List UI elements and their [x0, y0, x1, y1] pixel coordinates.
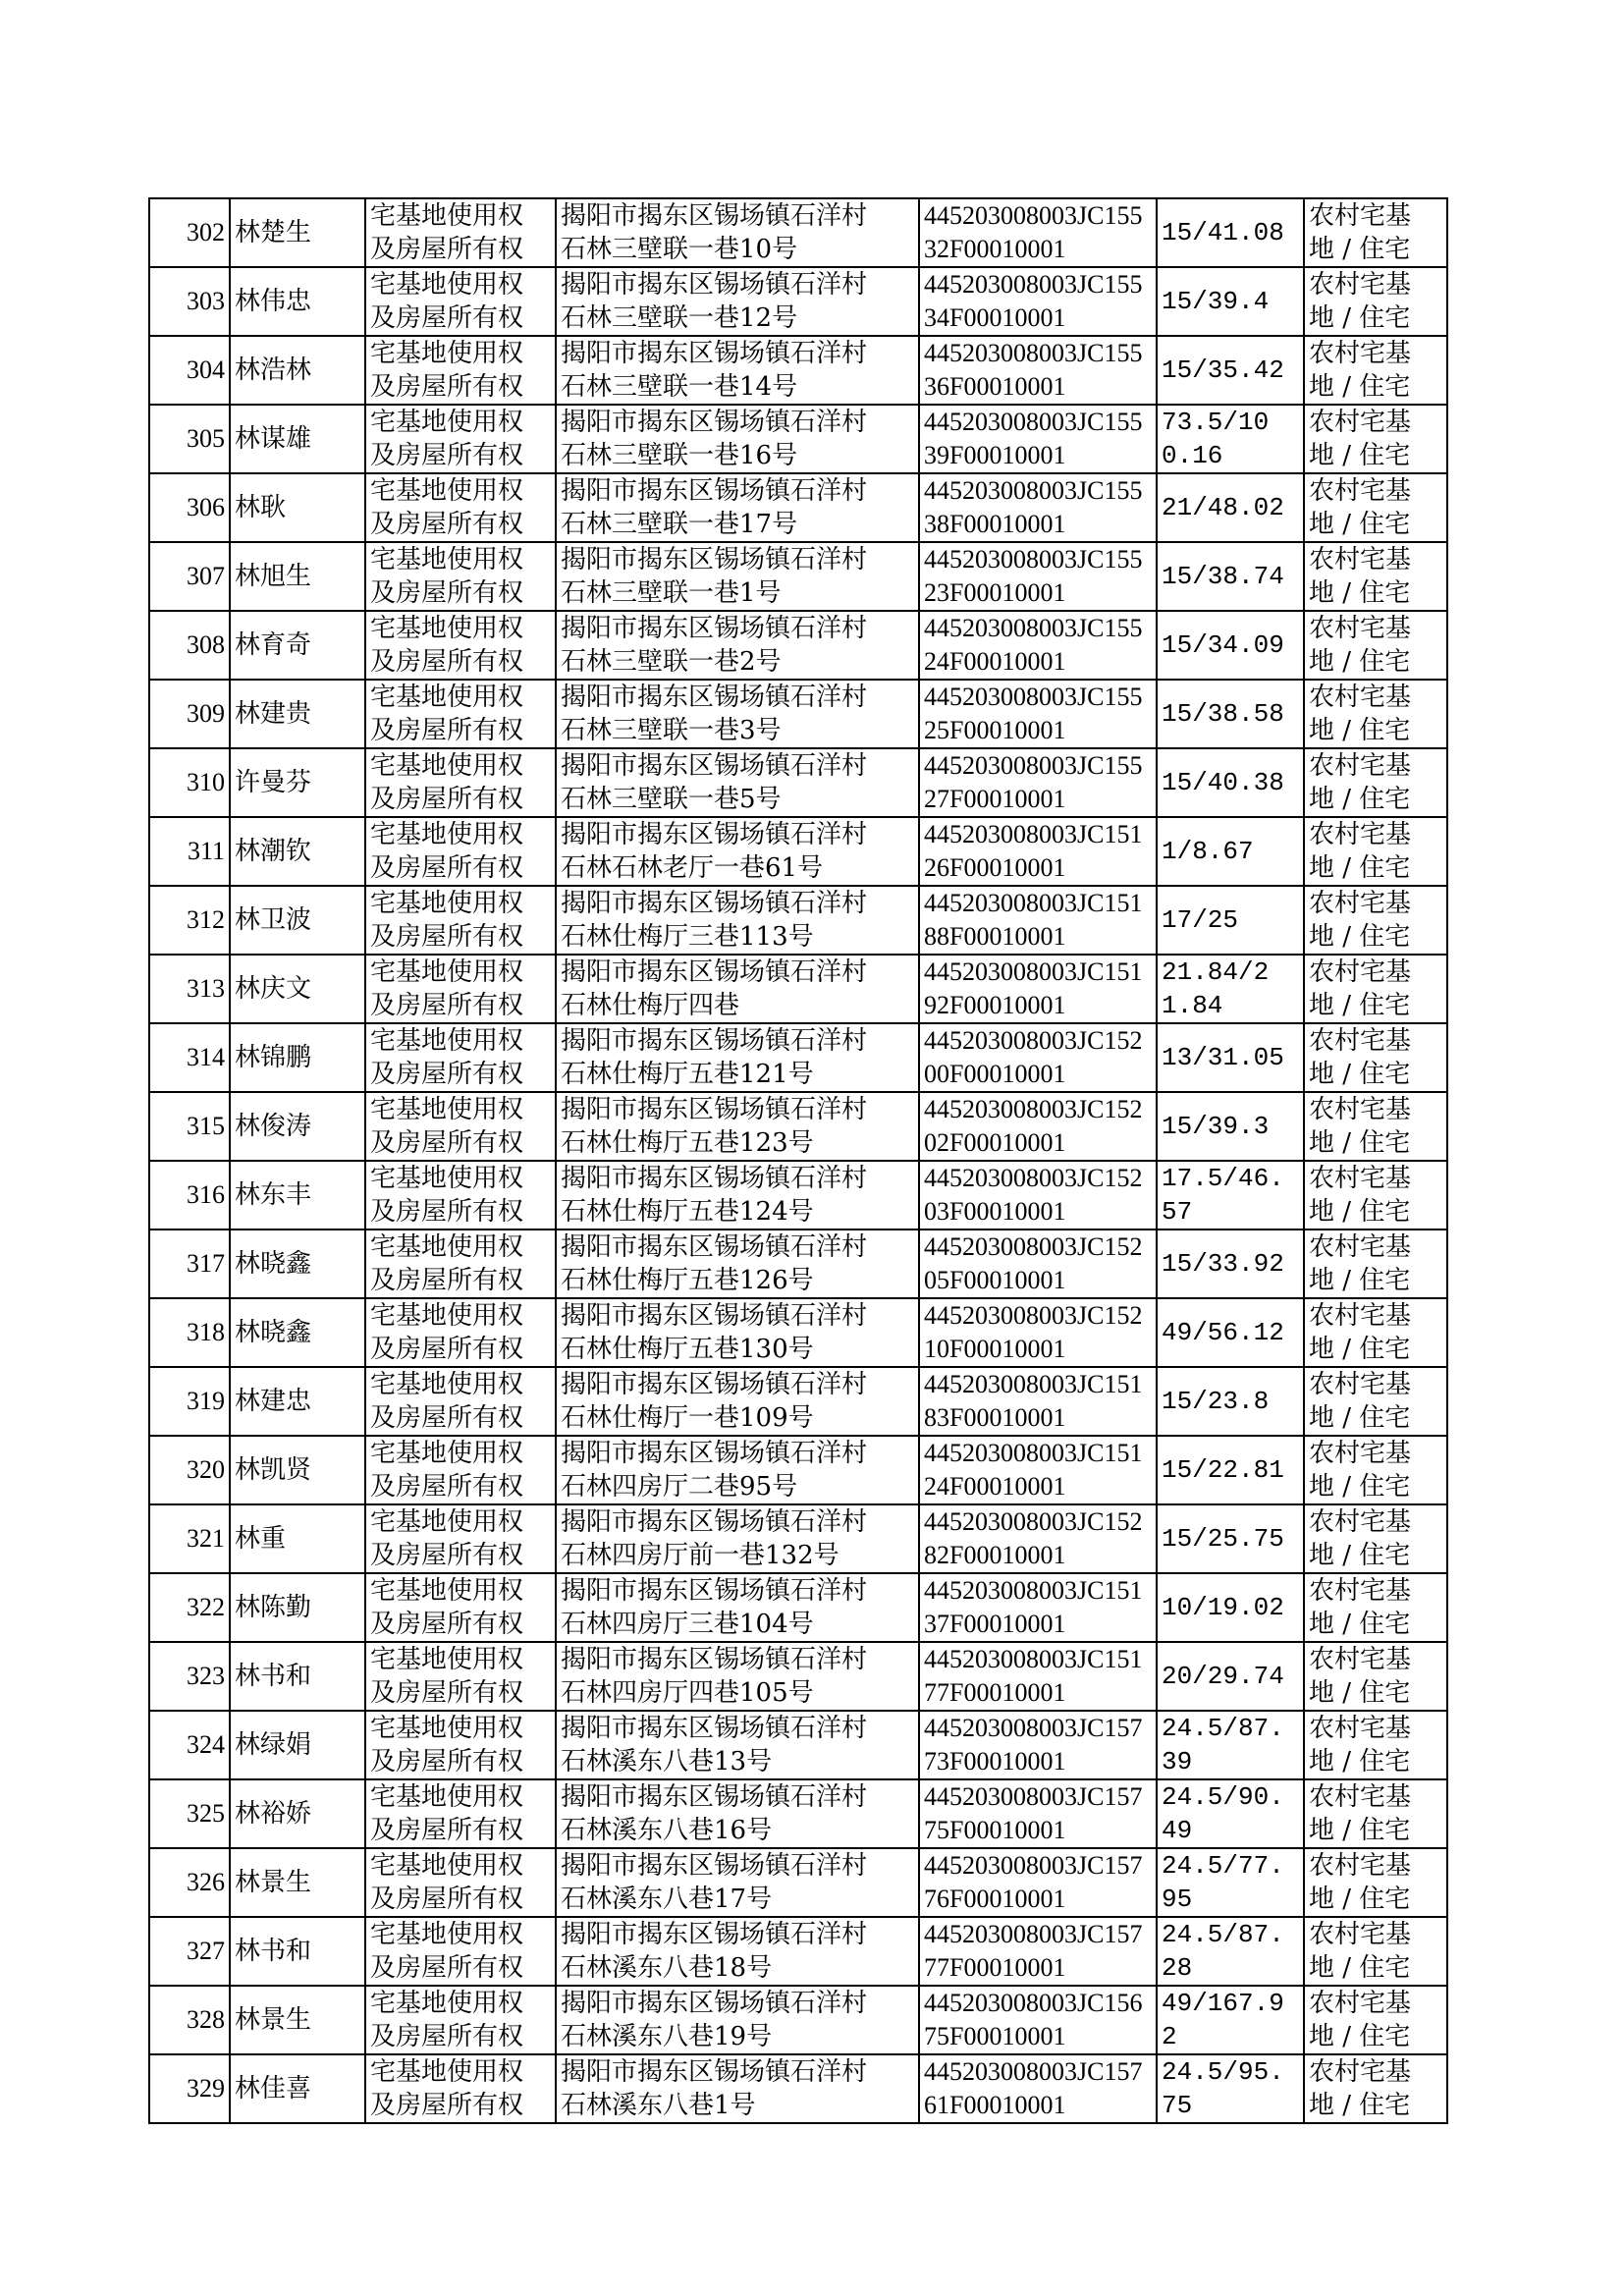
row-number-cell: 310	[149, 748, 230, 817]
row-number-cell: 312	[149, 886, 230, 955]
land-use-cell: 农村宅基 地 / 住宅	[1304, 680, 1447, 748]
address-cell: 揭阳市揭东区锡场镇石洋村 石林三壁联一巷3号	[556, 680, 919, 748]
parcel-number-cell: 445203008003JC15777F00010001	[919, 1917, 1157, 1986]
table-row	[149, 748, 1447, 817]
table-row	[149, 1092, 1447, 1161]
address-cell: 揭阳市揭东区锡场镇石洋村 石林三壁联一巷1号	[556, 542, 919, 611]
right-type-cell: 宅基地使用权 及房屋所有权	[365, 2054, 556, 2123]
parcel-number-cell: 445203008003JC15205F00010001	[919, 1229, 1157, 1298]
address-cell: 揭阳市揭东区锡场镇石洋村 石林三壁联一巷17号	[556, 473, 919, 542]
land-use-cell: 农村宅基 地 / 住宅	[1304, 336, 1447, 405]
right-type-cell: 宅基地使用权 及房屋所有权	[365, 611, 556, 680]
owner-name-cell: 林旭生	[230, 542, 365, 611]
right-type-cell: 宅基地使用权 及房屋所有权	[365, 1711, 556, 1779]
right-type-cell: 宅基地使用权 及房屋所有权	[365, 1229, 556, 1298]
land-use-cell: 农村宅基 地 / 住宅	[1304, 1848, 1447, 1917]
parcel-number-cell: 445203008003JC15200F00010001	[919, 1023, 1157, 1092]
address-cell: 揭阳市揭东区锡场镇石洋村 石林溪东八巷17号	[556, 1848, 919, 1917]
land-use-cell: 农村宅基 地 / 住宅	[1304, 611, 1447, 680]
owner-name-cell: 林书和	[230, 1642, 365, 1711]
parcel-number-cell: 445203008003JC15124F00010001	[919, 1436, 1157, 1504]
right-type-cell: 宅基地使用权 及房屋所有权	[365, 748, 556, 817]
owner-name-cell: 林浩林	[230, 336, 365, 405]
table-row	[149, 611, 1447, 680]
owner-name-cell: 林锦鹏	[230, 1023, 365, 1092]
table-row	[149, 542, 1447, 611]
right-type-cell: 宅基地使用权 及房屋所有权	[365, 1573, 556, 1642]
right-type-cell: 宅基地使用权 及房屋所有权	[365, 1436, 556, 1504]
row-number-cell: 309	[149, 680, 230, 748]
table-row	[149, 1298, 1447, 1367]
row-number-cell: 323	[149, 1642, 230, 1711]
table-row	[149, 680, 1447, 748]
land-use-cell: 农村宅基 地 / 住宅	[1304, 1779, 1447, 1848]
area-cell: 15/38.58	[1157, 680, 1304, 748]
land-use-cell: 农村宅基 地 / 住宅	[1304, 1367, 1447, 1436]
owner-name-cell: 林育奇	[230, 611, 365, 680]
right-type-cell: 宅基地使用权 及房屋所有权	[365, 1779, 556, 1848]
land-use-cell: 农村宅基 地 / 住宅	[1304, 1092, 1447, 1161]
table-row	[149, 267, 1447, 336]
address-cell: 揭阳市揭东区锡场镇石洋村 石林仕梅厅五巷130号	[556, 1298, 919, 1367]
land-use-cell: 农村宅基 地 / 住宅	[1304, 1298, 1447, 1367]
row-number-cell: 307	[149, 542, 230, 611]
land-use-cell: 农村宅基 地 / 住宅	[1304, 955, 1447, 1023]
row-number-cell: 317	[149, 1229, 230, 1298]
right-type-cell: 宅基地使用权 及房屋所有权	[365, 405, 556, 473]
parcel-number-cell: 445203008003JC15761F00010001	[919, 2054, 1157, 2123]
area-cell: 15/35.42	[1157, 336, 1304, 405]
address-cell: 揭阳市揭东区锡场镇石洋村 石林仕梅厅五巷123号	[556, 1092, 919, 1161]
table-row	[149, 473, 1447, 542]
row-number-cell: 318	[149, 1298, 230, 1367]
parcel-number-cell: 445203008003JC15539F00010001	[919, 405, 1157, 473]
row-number-cell: 329	[149, 2054, 230, 2123]
area-cell: 1/8.67	[1157, 817, 1304, 886]
row-number-cell: 328	[149, 1986, 230, 2054]
table-row	[149, 1573, 1447, 1642]
table-row	[149, 1711, 1447, 1779]
table-row	[149, 2054, 1447, 2123]
table-row	[149, 405, 1447, 473]
table-row	[149, 1504, 1447, 1573]
area-cell: 24.5/87.39	[1157, 1711, 1304, 1779]
area-cell: 13/31.05	[1157, 1023, 1304, 1092]
row-number-cell: 304	[149, 336, 230, 405]
land-use-cell: 农村宅基 地 / 住宅	[1304, 473, 1447, 542]
parcel-number-cell: 445203008003JC15538F00010001	[919, 473, 1157, 542]
owner-name-cell: 林凯贤	[230, 1436, 365, 1504]
table-row	[149, 336, 1447, 405]
owner-name-cell: 许曼芬	[230, 748, 365, 817]
area-cell: 15/33.92	[1157, 1229, 1304, 1298]
parcel-number-cell: 445203008003JC15137F00010001	[919, 1573, 1157, 1642]
address-cell: 揭阳市揭东区锡场镇石洋村 石林仕梅厅三巷113号	[556, 886, 919, 955]
land-use-cell: 农村宅基 地 / 住宅	[1304, 2054, 1447, 2123]
row-number-cell: 327	[149, 1917, 230, 1986]
right-type-cell: 宅基地使用权 及房屋所有权	[365, 955, 556, 1023]
table-row	[149, 198, 1447, 267]
right-type-cell: 宅基地使用权 及房屋所有权	[365, 1642, 556, 1711]
row-number-cell: 308	[149, 611, 230, 680]
row-number-cell: 322	[149, 1573, 230, 1642]
area-cell: 24.5/90.49	[1157, 1779, 1304, 1848]
land-use-cell: 农村宅基 地 / 住宅	[1304, 1436, 1447, 1504]
land-use-cell: 农村宅基 地 / 住宅	[1304, 748, 1447, 817]
parcel-number-cell: 445203008003JC15776F00010001	[919, 1848, 1157, 1917]
area-cell: 15/40.38	[1157, 748, 1304, 817]
land-use-cell: 农村宅基 地 / 住宅	[1304, 1917, 1447, 1986]
parcel-number-cell: 445203008003JC15534F00010001	[919, 267, 1157, 336]
address-cell: 揭阳市揭东区锡场镇石洋村 石林仕梅厅四巷	[556, 955, 919, 1023]
parcel-number-cell: 445203008003JC15524F00010001	[919, 611, 1157, 680]
parcel-number-cell: 445203008003JC15126F00010001	[919, 817, 1157, 886]
parcel-number-cell: 445203008003JC15210F00010001	[919, 1298, 1157, 1367]
address-cell: 揭阳市揭东区锡场镇石洋村 石林溪东八巷13号	[556, 1711, 919, 1779]
row-number-cell: 321	[149, 1504, 230, 1573]
owner-name-cell: 林卫波	[230, 886, 365, 955]
area-cell: 15/39.4	[1157, 267, 1304, 336]
area-cell: 49/56.12	[1157, 1298, 1304, 1367]
address-cell: 揭阳市揭东区锡场镇石洋村 石林仕梅厅一巷109号	[556, 1367, 919, 1436]
land-use-cell: 农村宅基 地 / 住宅	[1304, 1642, 1447, 1711]
parcel-number-cell: 445203008003JC15188F00010001	[919, 886, 1157, 955]
area-cell: 15/41.08	[1157, 198, 1304, 267]
owner-name-cell: 林潮钦	[230, 817, 365, 886]
right-type-cell: 宅基地使用权 及房屋所有权	[365, 817, 556, 886]
area-cell: 15/22.81	[1157, 1436, 1304, 1504]
right-type-cell: 宅基地使用权 及房屋所有权	[365, 1504, 556, 1573]
row-number-cell: 320	[149, 1436, 230, 1504]
owner-name-cell: 林晓鑫	[230, 1298, 365, 1367]
parcel-number-cell: 445203008003JC15202F00010001	[919, 1092, 1157, 1161]
table-row	[149, 1848, 1447, 1917]
right-type-cell: 宅基地使用权 及房屋所有权	[365, 198, 556, 267]
owner-name-cell: 林佳喜	[230, 2054, 365, 2123]
address-cell: 揭阳市揭东区锡场镇石洋村 石林溪东八巷19号	[556, 1986, 919, 2054]
row-number-cell: 302	[149, 198, 230, 267]
table-row	[149, 1779, 1447, 1848]
owner-name-cell: 林耿	[230, 473, 365, 542]
area-cell: 15/38.74	[1157, 542, 1304, 611]
row-number-cell: 313	[149, 955, 230, 1023]
owner-name-cell: 林景生	[230, 1986, 365, 2054]
land-use-cell: 农村宅基 地 / 住宅	[1304, 886, 1447, 955]
table-row	[149, 1367, 1447, 1436]
area-cell: 15/39.3	[1157, 1092, 1304, 1161]
owner-name-cell: 林伟忠	[230, 267, 365, 336]
table-row	[149, 1161, 1447, 1229]
address-cell: 揭阳市揭东区锡场镇石洋村 石林四房厅前一巷132号	[556, 1504, 919, 1573]
parcel-number-cell: 445203008003JC15773F00010001	[919, 1711, 1157, 1779]
owner-name-cell: 林楚生	[230, 198, 365, 267]
parcel-number-cell: 445203008003JC15525F00010001	[919, 680, 1157, 748]
address-cell: 揭阳市揭东区锡场镇石洋村 石林溪东八巷16号	[556, 1779, 919, 1848]
area-cell: 24.5/95.75	[1157, 2054, 1304, 2123]
right-type-cell: 宅基地使用权 及房屋所有权	[365, 886, 556, 955]
area-cell: 49/167.92	[1157, 1986, 1304, 2054]
owner-name-cell: 林建忠	[230, 1367, 365, 1436]
table-row	[149, 1917, 1447, 1986]
address-cell: 揭阳市揭东区锡场镇石洋村 石林石林老厅一巷61号	[556, 817, 919, 886]
row-number-cell: 325	[149, 1779, 230, 1848]
land-use-cell: 农村宅基 地 / 住宅	[1304, 405, 1447, 473]
parcel-number-cell: 445203008003JC15177F00010001	[919, 1642, 1157, 1711]
area-cell: 17/25	[1157, 886, 1304, 955]
table-row	[149, 1229, 1447, 1298]
owner-name-cell: 林东丰	[230, 1161, 365, 1229]
right-type-cell: 宅基地使用权 及房屋所有权	[365, 680, 556, 748]
address-cell: 揭阳市揭东区锡场镇石洋村 石林溪东八巷1号	[556, 2054, 919, 2123]
area-cell: 15/23.8	[1157, 1367, 1304, 1436]
area-cell: 21.84/21.84	[1157, 955, 1304, 1023]
right-type-cell: 宅基地使用权 及房屋所有权	[365, 1298, 556, 1367]
owner-name-cell: 林谋雄	[230, 405, 365, 473]
parcel-number-cell: 445203008003JC15523F00010001	[919, 542, 1157, 611]
row-number-cell: 316	[149, 1161, 230, 1229]
area-cell: 24.5/77.95	[1157, 1848, 1304, 1917]
right-type-cell: 宅基地使用权 及房屋所有权	[365, 1848, 556, 1917]
row-number-cell: 306	[149, 473, 230, 542]
address-cell: 揭阳市揭东区锡场镇石洋村 石林三壁联一巷5号	[556, 748, 919, 817]
table-row	[149, 817, 1447, 886]
owner-name-cell: 林晓鑫	[230, 1229, 365, 1298]
table-body	[149, 198, 1447, 2123]
area-cell: 24.5/87.28	[1157, 1917, 1304, 1986]
land-use-cell: 农村宅基 地 / 住宅	[1304, 542, 1447, 611]
row-number-cell: 324	[149, 1711, 230, 1779]
right-type-cell: 宅基地使用权 及房屋所有权	[365, 1986, 556, 2054]
address-cell: 揭阳市揭东区锡场镇石洋村 石林溪东八巷18号	[556, 1917, 919, 1986]
right-type-cell: 宅基地使用权 及房屋所有权	[365, 1092, 556, 1161]
land-use-cell: 农村宅基 地 / 住宅	[1304, 1711, 1447, 1779]
right-type-cell: 宅基地使用权 及房屋所有权	[365, 1367, 556, 1436]
row-number-cell: 314	[149, 1023, 230, 1092]
parcel-number-cell: 445203008003JC15536F00010001	[919, 336, 1157, 405]
address-cell: 揭阳市揭东区锡场镇石洋村 石林仕梅厅五巷126号	[556, 1229, 919, 1298]
table-row	[149, 1642, 1447, 1711]
address-cell: 揭阳市揭东区锡场镇石洋村 石林四房厅四巷105号	[556, 1642, 919, 1711]
land-use-cell: 农村宅基 地 / 住宅	[1304, 1161, 1447, 1229]
land-use-cell: 农村宅基 地 / 住宅	[1304, 1023, 1447, 1092]
table-row	[149, 1023, 1447, 1092]
land-use-cell: 农村宅基 地 / 住宅	[1304, 1229, 1447, 1298]
right-type-cell: 宅基地使用权 及房屋所有权	[365, 542, 556, 611]
area-cell: 15/34.09	[1157, 611, 1304, 680]
parcel-number-cell: 445203008003JC15527F00010001	[919, 748, 1157, 817]
owner-name-cell: 林裕娇	[230, 1779, 365, 1848]
row-number-cell: 303	[149, 267, 230, 336]
land-use-cell: 农村宅基 地 / 住宅	[1304, 198, 1447, 267]
area-cell: 73.5/100.16	[1157, 405, 1304, 473]
row-number-cell: 315	[149, 1092, 230, 1161]
right-type-cell: 宅基地使用权 及房屋所有权	[365, 267, 556, 336]
owner-name-cell: 林书和	[230, 1917, 365, 1986]
table-row	[149, 1986, 1447, 2054]
area-cell: 10/19.02	[1157, 1573, 1304, 1642]
land-use-cell: 农村宅基 地 / 住宅	[1304, 817, 1447, 886]
table-row	[149, 1436, 1447, 1504]
property-registry-table	[148, 197, 1448, 2124]
parcel-number-cell: 445203008003JC15675F00010001	[919, 1986, 1157, 2054]
parcel-number-cell: 445203008003JC15775F00010001	[919, 1779, 1157, 1848]
row-number-cell: 305	[149, 405, 230, 473]
land-use-cell: 农村宅基 地 / 住宅	[1304, 1573, 1447, 1642]
owner-name-cell: 林建贵	[230, 680, 365, 748]
owner-name-cell: 林庆文	[230, 955, 365, 1023]
owner-name-cell: 林俊涛	[230, 1092, 365, 1161]
address-cell: 揭阳市揭东区锡场镇石洋村 石林三壁联一巷16号	[556, 405, 919, 473]
land-use-cell: 农村宅基 地 / 住宅	[1304, 1504, 1447, 1573]
area-cell: 21/48.02	[1157, 473, 1304, 542]
row-number-cell: 326	[149, 1848, 230, 1917]
row-number-cell: 319	[149, 1367, 230, 1436]
right-type-cell: 宅基地使用权 及房屋所有权	[365, 1917, 556, 1986]
parcel-number-cell: 445203008003JC15203F00010001	[919, 1161, 1157, 1229]
table-row	[149, 955, 1447, 1023]
address-cell: 揭阳市揭东区锡场镇石洋村 石林仕梅厅五巷124号	[556, 1161, 919, 1229]
address-cell: 揭阳市揭东区锡场镇石洋村 石林三壁联一巷12号	[556, 267, 919, 336]
right-type-cell: 宅基地使用权 及房屋所有权	[365, 336, 556, 405]
right-type-cell: 宅基地使用权 及房屋所有权	[365, 1161, 556, 1229]
row-number-cell: 311	[149, 817, 230, 886]
parcel-number-cell: 445203008003JC15192F00010001	[919, 955, 1157, 1023]
owner-name-cell: 林景生	[230, 1848, 365, 1917]
area-cell: 17.5/46.57	[1157, 1161, 1304, 1229]
parcel-number-cell: 445203008003JC15183F00010001	[919, 1367, 1157, 1436]
parcel-number-cell: 445203008003JC15282F00010001	[919, 1504, 1157, 1573]
area-cell: 15/25.75	[1157, 1504, 1304, 1573]
owner-name-cell: 林重	[230, 1504, 365, 1573]
parcel-number-cell: 445203008003JC15532F00010001	[919, 198, 1157, 267]
address-cell: 揭阳市揭东区锡场镇石洋村 石林三壁联一巷10号	[556, 198, 919, 267]
table-row	[149, 886, 1447, 955]
address-cell: 揭阳市揭东区锡场镇石洋村 石林三壁联一巷2号	[556, 611, 919, 680]
owner-name-cell: 林陈勤	[230, 1573, 365, 1642]
land-use-cell: 农村宅基 地 / 住宅	[1304, 1986, 1447, 2054]
address-cell: 揭阳市揭东区锡场镇石洋村 石林四房厅三巷104号	[556, 1573, 919, 1642]
right-type-cell: 宅基地使用权 及房屋所有权	[365, 473, 556, 542]
address-cell: 揭阳市揭东区锡场镇石洋村 石林仕梅厅五巷121号	[556, 1023, 919, 1092]
owner-name-cell: 林绿娟	[230, 1711, 365, 1779]
land-use-cell: 农村宅基 地 / 住宅	[1304, 267, 1447, 336]
area-cell: 20/29.74	[1157, 1642, 1304, 1711]
address-cell: 揭阳市揭东区锡场镇石洋村 石林四房厅二巷95号	[556, 1436, 919, 1504]
right-type-cell: 宅基地使用权 及房屋所有权	[365, 1023, 556, 1092]
address-cell: 揭阳市揭东区锡场镇石洋村 石林三壁联一巷14号	[556, 336, 919, 405]
